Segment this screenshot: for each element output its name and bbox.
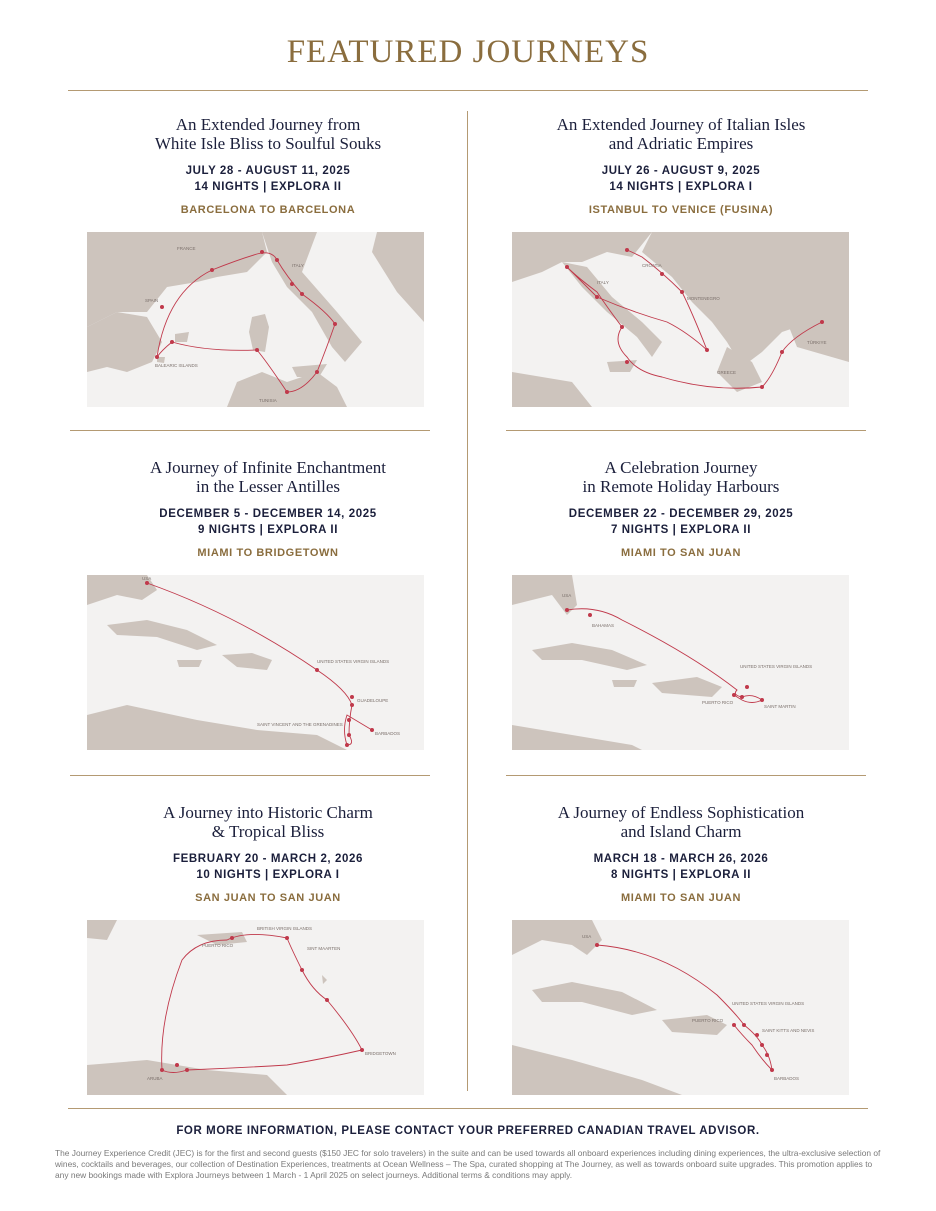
map-label: CROATIA	[642, 263, 662, 268]
journey-nights-ship: 14 NIGHTS | EXPLORA I	[609, 181, 753, 193]
map-label: SAINT MARTIN	[764, 704, 796, 709]
card-divider	[70, 430, 430, 431]
journey-nights-ship: 8 NIGHTS | EXPLORA II	[611, 869, 751, 881]
column-divider	[467, 111, 468, 1091]
journey-route: MIAMI TO BRIDGETOWN	[197, 547, 339, 559]
map-label: UNITED STATES VIRGIN ISLANDS	[317, 659, 390, 664]
map-label: BAHAMAS	[592, 623, 615, 628]
journey-dates: FEBRUARY 20 - MARCH 2, 2026	[172, 853, 364, 865]
map-label: TUNISIA	[259, 398, 277, 403]
journey-title: A Journey of Infinite Enchantment in the Lesser Antilles	[149, 458, 387, 496]
journey-card	[68, 803, 468, 1081]
page-title: FEATURED JOURNEYS	[286, 34, 650, 70]
map-label: SAINT VINCENT AND THE GRENADINES	[257, 722, 343, 727]
journey-dates: DECEMBER 22 - DECEMBER 29, 2025	[568, 508, 794, 520]
map-label: BARBADOS	[375, 731, 401, 736]
journey-card	[68, 115, 468, 403]
journey-route: MIAMI TO SAN JUAN	[620, 892, 741, 904]
card-divider	[506, 430, 866, 431]
map-label: SAINT KITTS AND NEVIS	[762, 1028, 815, 1033]
map-label: ITALY	[597, 280, 609, 285]
map-label: USA	[142, 576, 152, 581]
journey-title: A Journey of Endless Sophistication and Island Charm	[557, 803, 805, 841]
map-label: TÜRKIYE	[807, 340, 827, 345]
card-divider	[70, 775, 430, 776]
journey-route: BARCELONA TO BARCELONA	[180, 204, 356, 216]
map-label: UNITED STATES VIRGIN ISLANDS	[732, 1001, 805, 1006]
journey-title: An Extended Journey from White Isle Bliss to Soulful Souks	[154, 115, 382, 153]
journey-dates: DECEMBER 5 - DECEMBER 14, 2025	[159, 508, 377, 520]
map-label: BALEARIC ISLANDS	[155, 363, 198, 368]
journey-title: An Extended Journey of Italian Isles and Adriatic Empires	[556, 115, 806, 153]
contact-callout: FOR MORE INFORMATION, PLEASE CONTACT YOUR PREFERRED CANADIAN TRAVEL ADVISOR.	[176, 1125, 760, 1137]
map-label: GUADELOUPE	[357, 698, 389, 703]
journey-dates: MARCH 18 - MARCH 26, 2026	[593, 853, 769, 865]
route-map	[87, 920, 424, 1095]
journey-nights-ship: 9 NIGHTS | EXPLORA II	[198, 524, 338, 536]
route-map	[512, 920, 849, 1095]
map-label: PUERTO RICO	[202, 943, 234, 948]
map-label: BARBADOS	[774, 1076, 800, 1081]
journey-nights-ship: 7 NIGHTS | EXPLORA II	[611, 524, 751, 536]
journey-card	[481, 803, 881, 1081]
map-label: ARUBA	[147, 1076, 163, 1081]
map-label: FRANCE	[177, 246, 196, 251]
journey-title: A Journey into Historic Charm & Tropical Bliss	[163, 803, 373, 841]
map-label: USA	[582, 934, 592, 939]
map-label: PUERTO RICO	[702, 700, 734, 705]
route-map	[87, 232, 424, 407]
map-label: UNITED STATES VIRGIN ISLANDS	[740, 664, 813, 669]
map-label: PUERTO RICO	[692, 1018, 724, 1023]
journey-card	[68, 458, 468, 736]
map-label: GREECE	[717, 370, 737, 375]
map-label: ITALY	[292, 263, 304, 268]
map-label: SPAIN	[145, 298, 159, 303]
journey-dates: JULY 28 - AUGUST 11, 2025	[185, 165, 351, 177]
terms-note: The Journey Experience Credit (JEC) is for the first and second guests ($150 JEC for solo travelers) in the suite and can be used towards all onboard experiences including dining experiences, the ultra-exclusive selection of wines, cocktails and beverages, our collection of Destination Experiences, treatments at Ocean Wellness – The Spa, curated shopping at The Journey, as well as towards onboard suite upgrades. This promotion applies to any new bookings made with Explora Journeys between 1 March - 1 April 2025 on select journeys. Additional terms & conditions may apply.	[55, 1148, 881, 1180]
journey-route: ISTANBUL TO VENICE (FUSINA)	[588, 204, 774, 216]
card-divider	[506, 775, 866, 776]
bottom-divider	[68, 1108, 868, 1109]
map-label: BRITISH VIRGIN ISLANDS	[257, 926, 313, 931]
journey-route: MIAMI TO SAN JUAN	[620, 547, 741, 559]
route-map	[512, 575, 849, 750]
map-label: SINT MAARTEN	[307, 946, 341, 951]
route-map	[512, 232, 849, 407]
top-divider	[68, 90, 868, 91]
journey-card	[481, 458, 881, 709]
map-label: MONTENEGRO	[687, 296, 720, 301]
route-map	[87, 575, 424, 750]
journey-title: A Celebration Journey in Remote Holiday Harbours	[582, 458, 780, 496]
journey-dates: JULY 26 - AUGUST 9, 2025	[601, 165, 761, 177]
map-label: BRIDGETOWN	[365, 1051, 396, 1056]
journey-route: SAN JUAN TO SAN JUAN	[195, 892, 341, 904]
journey-nights-ship: 14 NIGHTS | EXPLORA II	[194, 181, 342, 193]
map-label: USA	[562, 593, 572, 598]
journey-nights-ship: 10 NIGHTS | EXPLORA I	[196, 869, 340, 881]
journey-card	[481, 115, 881, 375]
